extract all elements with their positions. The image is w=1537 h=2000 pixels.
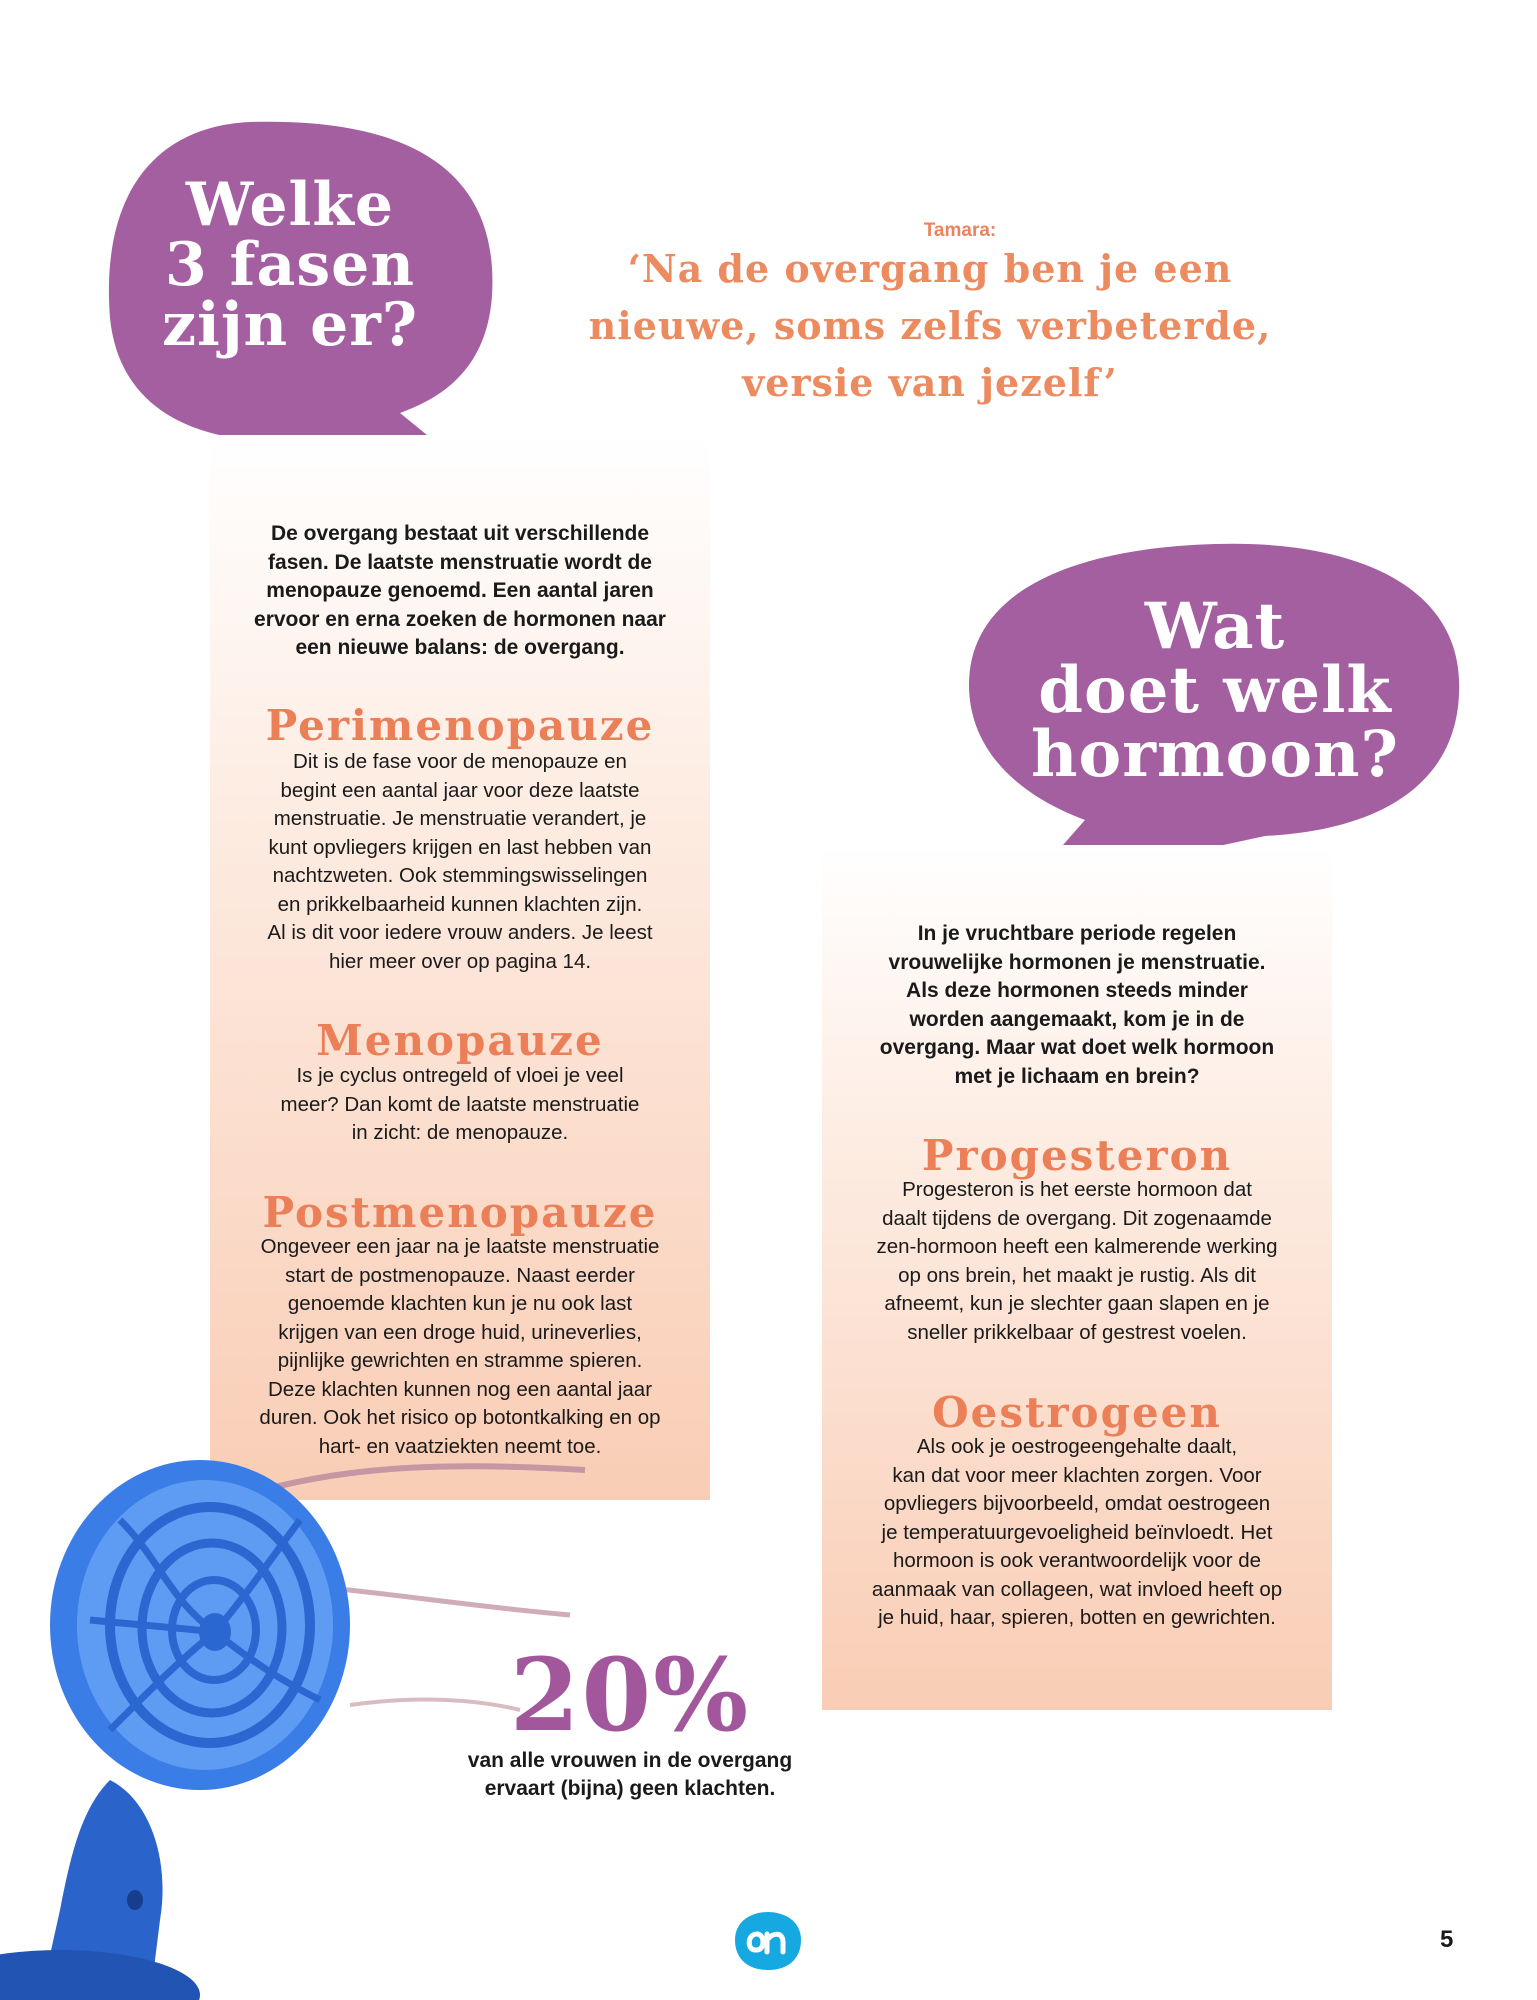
intro-line: Als deze hormonen steeds minder	[906, 979, 1248, 1002]
text-line: nachtzweten. Ook stemmingswisselingen	[272, 864, 648, 887]
intro-line: menopauze genoemd. Een aantal jaren	[266, 579, 654, 602]
text-line: begint een aantal jaar voor deze laatste	[280, 778, 640, 802]
bubble-right-line: hormoon?	[1030, 717, 1400, 792]
text-line: Al is dit voor iedere vrouw anders. Je leest	[267, 921, 653, 944]
text-line: kunt opvliegers krijgen en last hebben van	[268, 835, 652, 859]
text-line: opvliegers bijvoorbeeld, omdat oestrogeen	[883, 1492, 1271, 1515]
text-line: start de postmenopauze. Naast eerder	[285, 1263, 635, 1287]
right-intro-text	[822, 920, 1332, 1091]
bubble-left-line: 3 fasen	[165, 230, 415, 300]
text-line: Als ook je oestrogeengehalte daalt,	[916, 1435, 1238, 1458]
text-line: Is je cyclus ontregeld of vloei je veel	[296, 1064, 624, 1087]
text-line: aanmaak van collageen, wat invloed heeft op	[871, 1577, 1283, 1601]
bubble-right-line: doet welk	[1038, 653, 1392, 728]
intro-line: overgang. Maar wat doet welk hormoon	[879, 1036, 1275, 1059]
text-line: Progesteron is het eerste hormoon dat	[902, 1178, 1252, 1201]
intro-line: fasen. De laatste menstruatie wordt de	[268, 550, 652, 574]
bubble-right-line: Wat	[1144, 589, 1286, 664]
text-line: en prikkelbaarheid kunnen klachten zijn.	[277, 892, 643, 916]
text-line: krijgen van een droge huid, urineverlies,	[278, 1320, 642, 1344]
intro-line: De overgang bestaat uit verschillende	[270, 522, 650, 545]
text-menopauze	[210, 1062, 710, 1148]
text-line: op ons brein, het maakt je rustig. Als dit	[898, 1263, 1256, 1287]
albert-heijn-logo-icon	[733, 1910, 803, 1972]
bubble-right-title	[985, 589, 1445, 792]
quote-text	[540, 240, 1320, 411]
quote-author: Tamara:	[923, 220, 997, 241]
intro-line: met je lichaam en brein?	[954, 1064, 1200, 1088]
text-line: Ongeveer een jaar na je laatste menstruatie	[260, 1235, 660, 1258]
text-line: afneemt, kun je slechter gaan slapen en je	[884, 1292, 1270, 1315]
heading-postmenopauze: Postmenopauze	[262, 1188, 658, 1237]
text-line: hormoon is ook verantwoordelijk voor de	[892, 1549, 1262, 1572]
text-progesteron	[822, 1176, 1332, 1347]
text-line: hier meer over op pagina 14.	[328, 949, 592, 973]
heading-perimenopauze: Perimenopauze	[265, 701, 655, 750]
caption-line: ervaart (bijna) geen klachten.	[484, 1777, 776, 1800]
text-postmenopauze	[210, 1233, 710, 1461]
text-line: kan dat voor meer klachten zorgen. Voor	[892, 1463, 1262, 1487]
intro-line: In je vruchtbare periode regelen	[917, 922, 1237, 945]
text-line: duren. Ook het risico op botontkalking en op	[259, 1406, 661, 1429]
text-line: menstruatie. Je menstruatie verandert, je	[273, 807, 647, 830]
text-line: je huid, haar, spieren, botten en gewrichten.	[878, 1606, 1276, 1629]
intro-line: ervoor en erna zoeken de hormonen naar	[254, 607, 666, 631]
text-line: Dit is de fase voor de menopauze en	[293, 750, 627, 773]
left-intro-text	[210, 520, 710, 663]
bubble-left-title	[120, 170, 460, 360]
caption-line: van alle vrouwen in de overgang	[467, 1749, 793, 1772]
text-line: genoemde klachten kun je nu ook last	[287, 1292, 633, 1315]
text-line: meer? Dan komt de laatste menstruatie	[280, 1092, 640, 1116]
text-line: in zicht: de menopauze.	[351, 1121, 569, 1144]
text-oestrogeen	[822, 1433, 1332, 1633]
text-line: hart- en vaatziekten neemt toe.	[318, 1434, 602, 1458]
text-line: sneller prikkelbaar of gestrest voelen.	[907, 1320, 1247, 1344]
text-line: pijnlijke gewrichten en stramme spieren.	[277, 1349, 643, 1372]
text-line: Deze klachten kunnen nog een aantal jaar	[267, 1377, 653, 1401]
quote-line: ‘Na de overgang ben je een	[627, 246, 1233, 291]
intro-line: vrouwelijke hormonen je menstruatie.	[888, 950, 1266, 974]
text-line: je temperatuurgevoeligheid beïnvloedt. Het	[881, 1520, 1273, 1544]
intro-line: worden aangemaakt, kom je in de	[909, 1007, 1245, 1031]
heading-oestrogeen: Oestrogeen	[932, 1388, 1222, 1437]
bubble-left-line: Welke	[185, 170, 395, 240]
bubble-left-line: zijn er?	[161, 290, 419, 360]
heading-progesteron: Progesteron	[921, 1131, 1233, 1180]
text-line: zen-hormoon heeft een kalmerende werking	[876, 1235, 1278, 1258]
intro-line: een nieuwe balans: de overgang.	[295, 636, 625, 659]
text-perimenopauze	[210, 748, 710, 976]
quote-line: versie van jezelf’	[742, 360, 1118, 405]
stat-caption	[440, 1747, 820, 1803]
heading-menopauze: Menopauze	[316, 1016, 604, 1065]
stat-number: 20%	[509, 1636, 751, 1754]
page-number: 5	[1440, 1926, 1454, 1953]
quote-line: nieuwe, soms zelfs verbeterde,	[588, 303, 1272, 348]
text-line: daalt tijdens de overgang. Dit zogenaamde	[882, 1206, 1272, 1230]
